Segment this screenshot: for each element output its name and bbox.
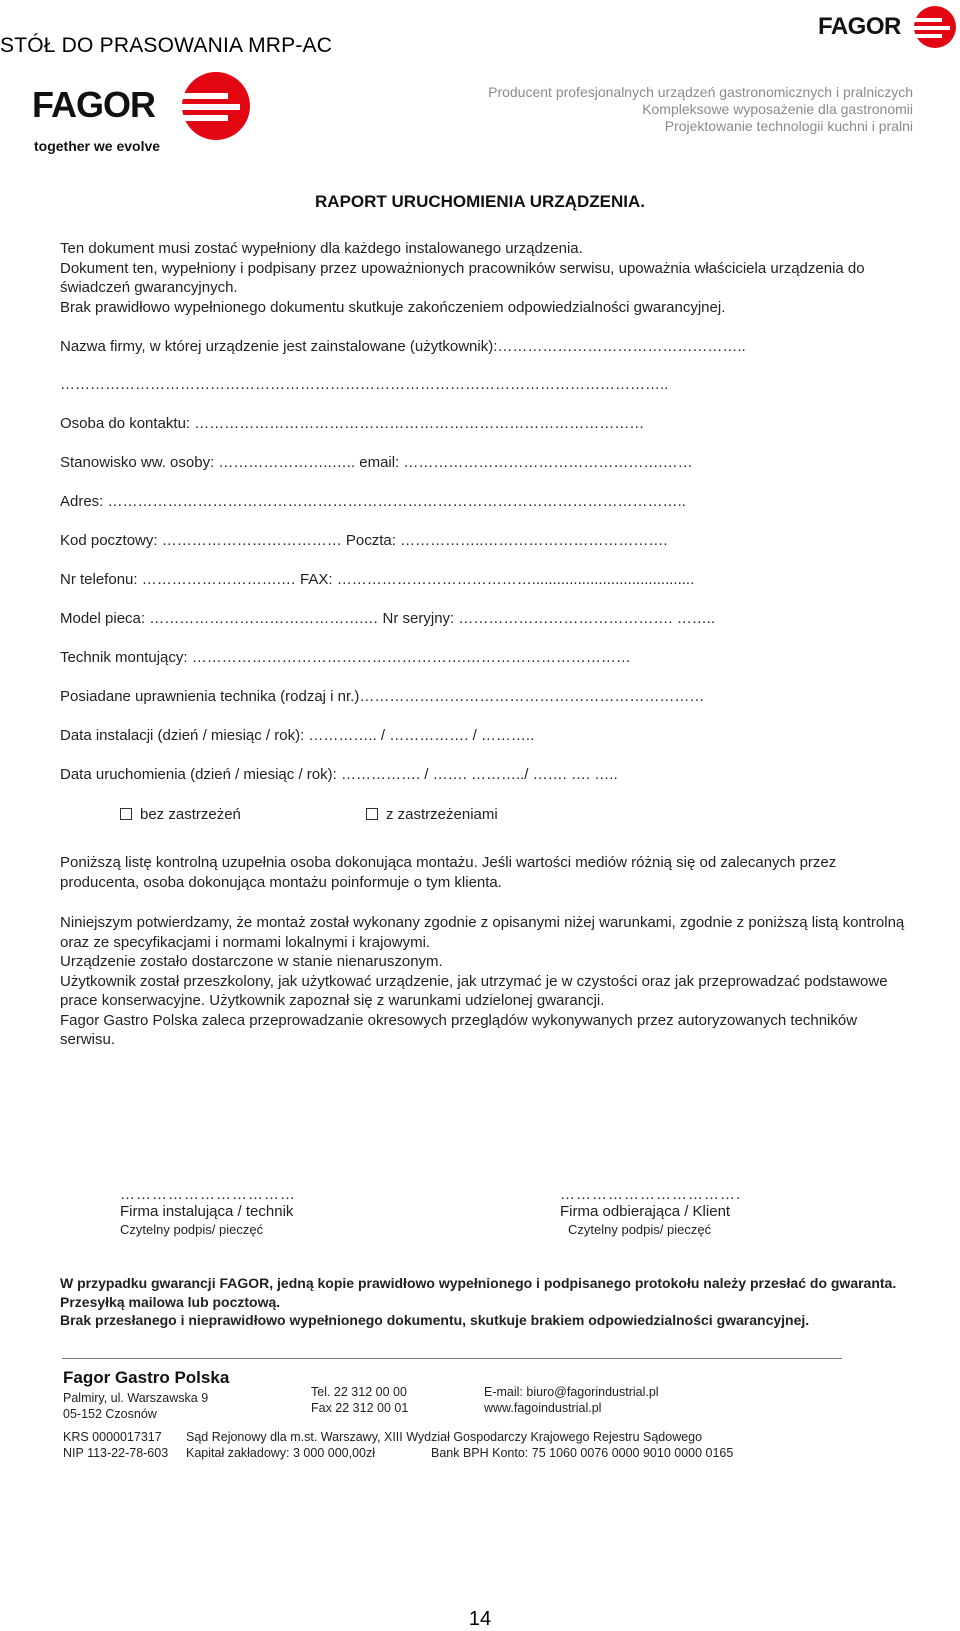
fagor-emblem-icon <box>180 70 252 142</box>
footer-capital: Kapitał zakładowy: 3 000 000,00zł <box>186 1446 376 1460</box>
confirmation-line-4: Fagor Gastro Polska zaleca przeprowadzanie okresowych przeglądów wykonywanych przez autoryzowanych techników serwisu. <box>60 1011 858 1048</box>
footer-tel: Tel. 22 312 00 00 <box>311 1385 407 1399</box>
signature-line[interactable]: …………………………… <box>120 1186 296 1203</box>
company-taglines <box>488 84 913 135</box>
signature-label: Firma instalująca / technik <box>120 1203 294 1220</box>
checkbox-with-reservations[interactable] <box>366 806 498 823</box>
field-postal[interactable]: Kod pocztowy: ……………………………… Poczta: ……………..………………………………. <box>60 532 668 549</box>
footer-nip: NIP 113-22-78-603 <box>63 1446 169 1460</box>
checklist-note: Poniższą listę kontrolną uzupełnia osoba dokonująca montażu. Jeśli wartości mediów różnią się od zalecanych przez producenta, osoba dokonująca montażu poinformuje o tym klienta. <box>60 854 837 891</box>
intro-line-1: Ten dokument musi zostać wypełniony dla każdego instalowanego urządzenia. <box>60 240 583 257</box>
checkbox-icon[interactable] <box>120 808 132 820</box>
signature-sublabel: Czytelny podpis/ pieczęć <box>120 1222 264 1237</box>
footer-bank: Bank BPH Konto: 75 1060 0076 0000 9010 0000 0165 <box>431 1446 734 1460</box>
fagor-logo-small <box>818 4 958 50</box>
signature-sublabel: Czytelny podpis/ pieczęć <box>568 1222 712 1237</box>
checkbox-icon[interactable] <box>366 808 378 820</box>
intro-line-3: Brak prawidłowo wypełnionego dokumentu skutkuje zakończeniem odpowiedzialności gwarancyjnej. <box>60 298 726 316</box>
signature-line[interactable]: ……………………………. <box>560 1186 742 1203</box>
footer-court-text: Sąd Rejonowy dla m.st. Warszawy, XIII Wydział Gospodarczy Krajowego Rejestru Sądowego <box>186 1430 703 1444</box>
logo-tagline: together we evolve <box>34 138 161 154</box>
footer-registry <box>63 1429 168 1461</box>
document-header-title: STÓŁ DO PRASOWANIA MRP-AC <box>0 34 333 57</box>
confirmation-text <box>60 913 920 1050</box>
footer-www[interactable]: www.fagoindustrial.pl <box>484 1401 602 1415</box>
field-company-cont[interactable]: ………………………………………………………………………………………………………….. <box>60 376 669 393</box>
field-qualifications[interactable]: Posiadane uprawnienia technika (rodzaj i nr.)…………………………………………………………… <box>60 688 705 705</box>
footer-address <box>63 1390 208 1422</box>
field-contact-person[interactable]: Osoba do kontaktu: ……………………………………………………………………………… <box>60 415 645 432</box>
footer-email[interactable]: E-mail: biuro@fagorindustrial.pl <box>484 1385 659 1399</box>
footer-fax: Fax 22 312 00 01 <box>311 1401 409 1415</box>
footer-divider <box>62 1358 842 1359</box>
checkbox-label: z zastrzeżeniami <box>386 806 498 823</box>
warranty-note <box>60 1274 920 1330</box>
checkbox-no-reservations[interactable] <box>120 806 241 823</box>
confirmation-line-3: Użytkownik został przeszkolony, jak użytkować urządzenie, jak utrzymać je w czystości oraz jak przeprowadzać podstawowe prace konserwacyjne. Użytkownik zapoznał się z warunkami udzielonej gwarancji. <box>60 972 888 1009</box>
tagline-2: Kompleksowe wyposażenie dla gastronomii <box>642 101 913 117</box>
page-number: 14 <box>468 1608 492 1630</box>
footer-address-1: Palmiry, ul. Warszawska 9 <box>63 1391 209 1405</box>
fagor-logo-main <box>32 70 262 160</box>
footer-krs: KRS 0000017317 <box>63 1430 162 1444</box>
warranty-note-1: W przypadku gwarancji FAGOR, jedną kopie prawidłowo wypełnionego i podpisanego protokołu należy przesłać do gwaranta. Przesyłką mailowa lub pocztową. <box>60 1275 897 1310</box>
signature-label: Firma odbierająca / Klient <box>560 1203 731 1220</box>
field-position-email[interactable]: Stanowisko ww. osoby: …………………..….. email: …………………………………………….…… <box>60 454 693 471</box>
tagline-1: Producent profesjonalnych urządzeń gastronomicznych i pralniczych <box>488 84 913 100</box>
field-company[interactable]: Nazwa firmy, w której urządzenie jest zainstalowane (użytkownik):………………………………………….. <box>60 338 746 355</box>
field-install-date[interactable]: Data instalacji (dzień / miesiąc / rok): ………….. / ……………. / ……….. <box>60 727 535 744</box>
confirmation-line-2: Urządzenie zostało dostarczone w stanie nienaruszonym. <box>60 953 443 970</box>
fagor-logo-small-text: FAGOR <box>818 13 901 40</box>
warranty-note-2: Brak przesłanego i nieprawidłowo wypełnionego dokumentu, skutkuje brakiem odpowiedzialności gwarancyjnej. <box>60 1312 810 1328</box>
fagor-emblem-small-icon <box>912 4 958 50</box>
footer-phone <box>311 1384 408 1416</box>
fagor-logo-main-text: FAGOR <box>32 84 156 125</box>
signature-installer <box>120 1186 296 1237</box>
intro-line-2: Dokument ten, wypełniony i podpisany przez upoważnionych pracowników serwisu, upoważnia właściciela urządzenia do świadczeń gwarancyjnych. <box>60 259 865 296</box>
signature-client <box>560 1186 741 1237</box>
footer-company-name: Fagor Gastro Polska <box>63 1368 230 1387</box>
confirmation-line-1: Niniejszym potwierdzamy, że montaż został wykonany zgodnie z opisanymi niżej warunkami, zgodnie z poniższą listą kontrolną oraz ze specyfikacjami i normami lokalnymi i krajowymi. <box>60 914 905 951</box>
field-phone-fax[interactable]: Nr telefonu: ……………………….… FAX: …………………………………....................................... <box>60 571 695 588</box>
footer-contact <box>484 1384 659 1416</box>
field-model-serial[interactable]: Model pieca: …………………………………….… Nr seryjny: ……………………………………. …….. <box>60 610 716 627</box>
footer-address-2: 05-152 Czosnów <box>63 1407 157 1421</box>
field-address[interactable]: Adres: …………………………………………………………………………………………………….. <box>60 493 686 510</box>
report-title: RAPORT URUCHOMIENIA URZĄDZENIA. <box>315 192 645 211</box>
intro-text <box>60 239 920 317</box>
field-technician[interactable]: Technik montujący: ……………………………………………….…………………………… <box>60 649 631 666</box>
tagline-3: Projektowanie technologii kuchni i pralni <box>664 118 913 134</box>
checkbox-label: bez zastrzeżeń <box>140 806 241 823</box>
field-start-date[interactable]: Data uruchomienia (dzień / miesiąc / rok): ……………. / ……. ………../ ……. …. ….. <box>60 766 618 783</box>
